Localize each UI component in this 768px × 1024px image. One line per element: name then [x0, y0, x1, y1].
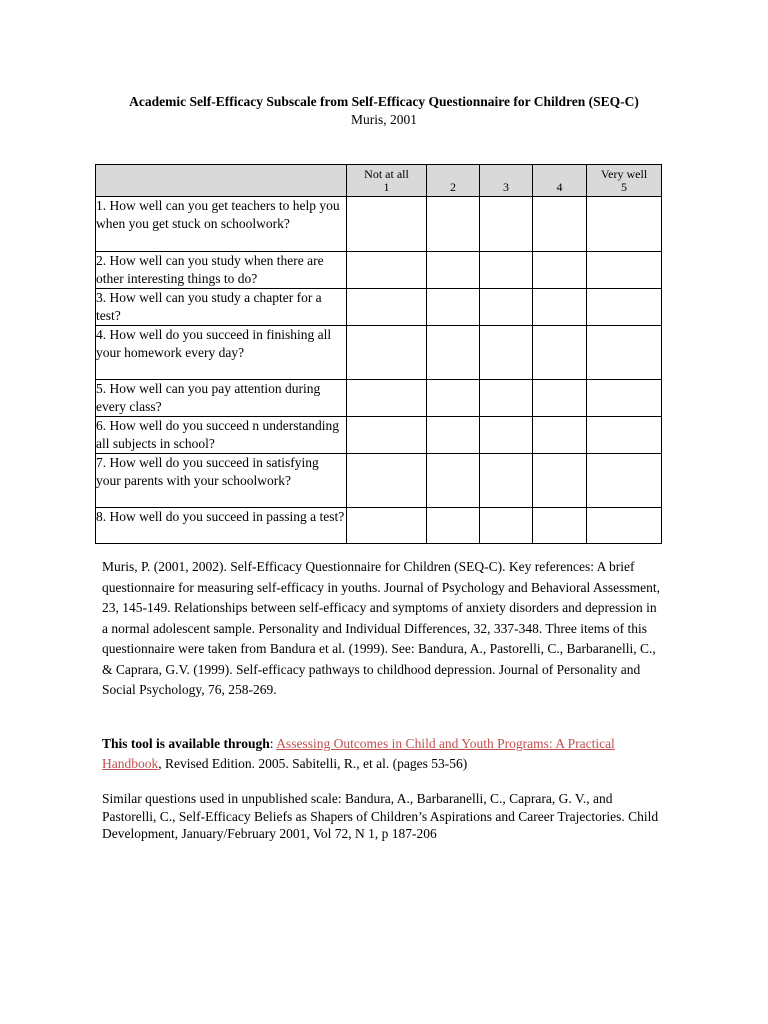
rating-cell-4[interactable]	[533, 380, 587, 417]
rating-cell-4[interactable]	[533, 197, 587, 252]
question-text: 7. How well do you succeed in satisfying your parents with your schoolwork?	[96, 454, 347, 508]
question-text: 1. How well can you get teachers to help you when you get stuck on schoolwork?	[96, 197, 347, 252]
rating-cell-5[interactable]	[587, 454, 662, 508]
handbook-link[interactable]: Assessing Outcomes in Child and Youth Programs: A Practical Handbook	[102, 736, 615, 771]
availability-paragraph	[102, 734, 662, 774]
rating-cell-4[interactable]	[533, 289, 587, 326]
rating-cell-1[interactable]	[347, 197, 427, 252]
rating-cell-2[interactable]	[427, 197, 480, 252]
availability-colon: :	[269, 736, 277, 751]
question-row	[96, 380, 662, 417]
scale-number: 5	[621, 180, 627, 194]
rating-header-row	[96, 165, 662, 197]
rating-cell-3[interactable]	[480, 417, 533, 454]
scale-anchor-label: Not at all	[364, 167, 409, 181]
rating-cell-1[interactable]	[347, 289, 427, 326]
rating-cell-2[interactable]	[427, 417, 480, 454]
rating-cell-5[interactable]	[587, 197, 662, 252]
rating-cell-3[interactable]	[480, 454, 533, 508]
document-title: Academic Self-Efficacy Subscale from Self-Efficacy Questionnaire for Children (SEQ-C)	[129, 94, 639, 109]
rating-cell-5[interactable]	[587, 380, 662, 417]
question-row	[96, 252, 662, 289]
scale-header-4	[533, 165, 587, 197]
rating-cell-1[interactable]	[347, 454, 427, 508]
references-paragraph: Muris, P. (2001, 2002). Self-Efficacy Questionnaire for Children (SEQ-C). Key references: A brief questionnaire for measuring self-efficacy in youths. Journal of Psychology and Behavioral Assessment, 23, 145-149. Relationships between self-efficacy and symptoms of anxiety disorders and depression in a normal adolescent sample. Personality and Individual Differences, 32, 337-348. Three items of this questionnaire were taken from Bandura et al. (1999). See: Bandura, A., Pastorelli, C., Barbaranelli, C., & Caprara, G.V. (1999). Self-efficacy pathways to childhood depression. Journal of Personality and Social Psychology, 76, 258-269.	[102, 559, 661, 697]
scale-header-5	[587, 165, 662, 197]
similar-questions-paragraph: Similar questions used in unpublished scale: Bandura, A., Barbaranelli, C., Caprara, G. V., and Pastorelli, C., Self-Efficacy Beliefs as Shapers of Children’s Aspirations and Career Trajectories. Child Development, January/February 2001, Vol 72, N 1, p 187-206	[102, 791, 659, 841]
rating-cell-5[interactable]	[587, 252, 662, 289]
question-row	[96, 508, 662, 544]
rating-cell-4[interactable]	[533, 417, 587, 454]
rating-cell-5[interactable]	[587, 417, 662, 454]
rating-cell-1[interactable]	[347, 326, 427, 380]
rating-cell-3[interactable]	[480, 252, 533, 289]
scale-header-3	[480, 165, 533, 197]
question-header-cell	[96, 165, 347, 197]
question-row	[96, 326, 662, 380]
question-text: 3. How well can you study a chapter for a test?	[96, 289, 347, 326]
question-text: 2. How well can you study when there are other interesting things to do?	[96, 252, 347, 289]
rating-cell-5[interactable]	[587, 326, 662, 380]
rating-cell-2[interactable]	[427, 252, 480, 289]
rating-cell-4[interactable]	[533, 326, 587, 380]
rating-cell-4[interactable]	[533, 454, 587, 508]
scale-anchor-label: Very well	[600, 167, 648, 181]
rating-cell-3[interactable]	[480, 289, 533, 326]
rating-cell-2[interactable]	[427, 508, 480, 544]
question-row	[96, 197, 662, 252]
rating-cell-1[interactable]	[347, 380, 427, 417]
rating-cell-2[interactable]	[427, 326, 480, 380]
question-text: 8. How well do you succeed in passing a test?	[96, 508, 347, 544]
rating-cell-5[interactable]	[587, 508, 662, 544]
rating-cell-5[interactable]	[587, 289, 662, 326]
questions-body	[96, 197, 662, 544]
scale-number: 2	[450, 180, 456, 194]
rating-cell-1[interactable]	[347, 252, 427, 289]
title-block	[0, 93, 768, 129]
rating-cell-1[interactable]	[347, 508, 427, 544]
availability-label: This tool is available through	[102, 736, 270, 751]
scale-header-2	[427, 165, 480, 197]
rating-cell-3[interactable]	[480, 197, 533, 252]
rating-cell-3[interactable]	[480, 380, 533, 417]
question-text: 6. How well do you succeed n understanding all subjects in school?	[96, 417, 347, 454]
rating-cell-2[interactable]	[427, 380, 480, 417]
rating-cell-4[interactable]	[533, 508, 587, 544]
author-year: Muris, 2001	[350, 112, 417, 127]
scale-number: 4	[556, 180, 563, 194]
rating-cell-2[interactable]	[427, 454, 480, 508]
rating-cell-3[interactable]	[480, 326, 533, 380]
scale-number: 3	[503, 180, 509, 194]
availability-details: , Revised Edition. 2005. Sabitelli, R., et al. (pages 53-56)	[158, 756, 468, 771]
scale-header-1	[347, 165, 427, 197]
question-row	[96, 417, 662, 454]
rating-cell-2[interactable]	[427, 289, 480, 326]
question-row	[96, 289, 662, 326]
question-text: 5. How well can you pay attention during every class?	[96, 380, 347, 417]
rating-cell-3[interactable]	[480, 508, 533, 544]
rating-table	[95, 164, 662, 544]
question-text: 4. How well do you succeed in finishing all your homework every day?	[96, 326, 347, 380]
question-row	[96, 454, 662, 508]
rating-cell-4[interactable]	[533, 252, 587, 289]
scale-number: 1	[383, 180, 390, 194]
rating-cell-1[interactable]	[347, 417, 427, 454]
